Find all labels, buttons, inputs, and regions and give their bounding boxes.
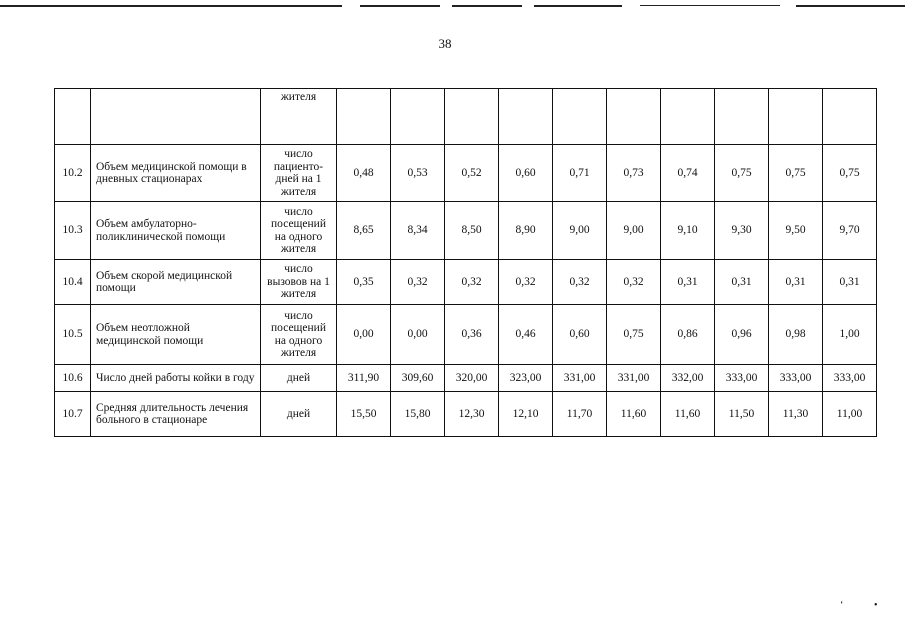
value-cell: 8,34 [391, 202, 445, 260]
value-cell: 0,60 [499, 145, 553, 202]
unit-cell: число пациенто-дней на 1 жителя [261, 145, 337, 202]
value-cell: 0,71 [553, 145, 607, 202]
value-cell: 0,32 [499, 260, 553, 305]
value-cell: 0,31 [769, 260, 823, 305]
value-cell: 9,00 [607, 202, 661, 260]
value-cell: 320,00 [445, 365, 499, 392]
value-cell: 323,00 [499, 365, 553, 392]
value-cell: 1,00 [823, 305, 877, 365]
indicator-name-cell: Объем скорой медицинской помощи [91, 260, 261, 305]
top-rule [640, 5, 780, 6]
value-cell: 8,50 [445, 202, 499, 260]
value-cell: 309,60 [391, 365, 445, 392]
value-cell: 0,32 [553, 260, 607, 305]
value-cell: 0,35 [337, 260, 391, 305]
value-cell: 0,36 [445, 305, 499, 365]
value-cell: 9,50 [769, 202, 823, 260]
page-number: 38 [438, 36, 452, 51]
indicator-name-cell: Объем амбулаторно-поликлинической помощи [91, 202, 261, 260]
row-number-cell: 10.4 [55, 260, 91, 305]
value-cell: 9,00 [553, 202, 607, 260]
indicator-name-cell [91, 89, 261, 145]
value-cell: 0,00 [337, 305, 391, 365]
unit-cell: число вызовов на 1 жителя [261, 260, 337, 305]
table-row [55, 260, 877, 305]
corner-mark: ʻ [840, 600, 844, 611]
value-cell: 11,70 [553, 392, 607, 437]
unit-cell: жителя [261, 89, 337, 145]
value-cell: 333,00 [715, 365, 769, 392]
unit-cell: дней [261, 392, 337, 437]
table-row [55, 305, 877, 365]
unit-cell: дней [261, 365, 337, 392]
value-cell: 0,00 [391, 305, 445, 365]
unit-cell: число посещений на одного жителя [261, 305, 337, 365]
top-rule [534, 5, 622, 7]
row-number-cell: 10.7 [55, 392, 91, 437]
indicator-name-cell: Объем медицинской помощи в дневных стационарах [91, 145, 261, 202]
value-cell: 0,98 [769, 305, 823, 365]
value-cell: 9,30 [715, 202, 769, 260]
value-cell: 11,30 [769, 392, 823, 437]
value-cell: 9,70 [823, 202, 877, 260]
value-cell: 11,50 [715, 392, 769, 437]
value-cell: 0,96 [715, 305, 769, 365]
row-number-cell: 10.3 [55, 202, 91, 260]
table-row [55, 202, 877, 260]
value-cell: 0,75 [607, 305, 661, 365]
value-cell: 332,00 [661, 365, 715, 392]
table-row [55, 365, 877, 392]
value-cell: 0,75 [769, 145, 823, 202]
value-cell: 0,86 [661, 305, 715, 365]
value-cell: 0,75 [715, 145, 769, 202]
value-cell: 311,90 [337, 365, 391, 392]
top-rule [452, 5, 522, 7]
indicator-name-cell: Число дней работы койки в году [91, 365, 261, 392]
value-cell: 0,31 [715, 260, 769, 305]
value-cell: 0,60 [553, 305, 607, 365]
value-cell: 9,10 [661, 202, 715, 260]
value-cell: 0,74 [661, 145, 715, 202]
unit-cell: число посещений на одного жителя [261, 202, 337, 260]
value-cell: 8,90 [499, 202, 553, 260]
value-cell: 333,00 [823, 365, 877, 392]
value-cell: 0,73 [607, 145, 661, 202]
value-cell: 0,31 [661, 260, 715, 305]
value-cell: 0,46 [499, 305, 553, 365]
value-cell: 0,32 [391, 260, 445, 305]
value-cell: 11,00 [823, 392, 877, 437]
value-cell: 11,60 [607, 392, 661, 437]
value-cell: 0,32 [607, 260, 661, 305]
value-cell: 0,75 [823, 145, 877, 202]
value-cell: 331,00 [607, 365, 661, 392]
value-cell: 0,31 [823, 260, 877, 305]
value-cell: 12,30 [445, 392, 499, 437]
value-cell: 0,52 [445, 145, 499, 202]
value-cell: 11,60 [661, 392, 715, 437]
table-row [55, 392, 877, 437]
value-cell: 15,50 [337, 392, 391, 437]
corner-mark: • [874, 600, 878, 611]
top-rule [360, 5, 440, 7]
row-number-cell: 10.5 [55, 305, 91, 365]
value-cell: 15,80 [391, 392, 445, 437]
indicator-table [54, 88, 877, 437]
row-number-cell: 10.6 [55, 365, 91, 392]
indicator-name-cell: Средняя длительность лечения больного в стационаре [91, 392, 261, 437]
value-cell: 331,00 [553, 365, 607, 392]
value-cell: 0,48 [337, 145, 391, 202]
value-cell: 12,10 [499, 392, 553, 437]
table-row [55, 145, 877, 202]
value-cell: 0,32 [445, 260, 499, 305]
top-rule [0, 5, 342, 7]
value-cell: 8,65 [337, 202, 391, 260]
indicator-name-cell: Объем неотложной медицинской помощи [91, 305, 261, 365]
value-cell: 0,53 [391, 145, 445, 202]
top-rule [796, 5, 905, 7]
row-number-cell: 10.2 [55, 145, 91, 202]
row-number-cell [55, 89, 91, 145]
table-row-continued [55, 89, 877, 145]
value-cell: 333,00 [769, 365, 823, 392]
